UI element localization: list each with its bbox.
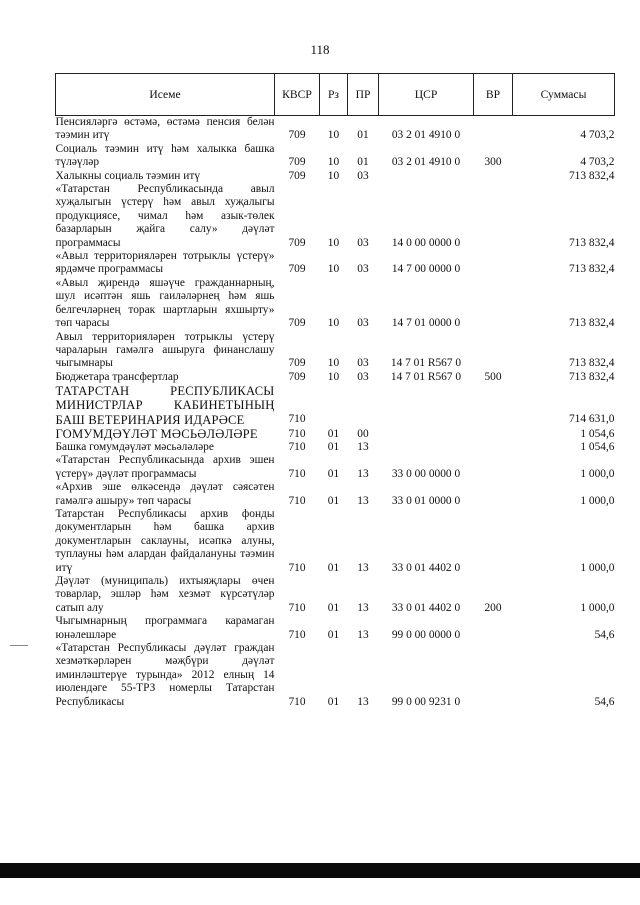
table-row [56,116,615,143]
table-row [56,508,615,575]
cell-kvsr: 710 [288,494,306,507]
page-number: 118 [310,42,330,57]
cell-kvsr: 710 [288,467,306,480]
cell-sum: 713 832,4 [568,370,615,383]
cell-vr [474,642,513,709]
header-vr: ВР [474,74,513,116]
cell-sum: 54,6 [594,628,615,641]
cell-vr [474,116,513,143]
cell-rz: 10 [327,370,340,383]
cell-tsr: 14 7 01 R567 0 [390,370,462,383]
cell-vr [474,508,513,575]
cell-kvsr: 710 [288,413,306,426]
table-body [56,116,615,710]
cell-pr: 03 [357,169,369,182]
cell-rz: 10 [327,129,340,142]
cell-pr: 00 [357,427,369,440]
cell-name: «Татарстан Республикасында архив эшен үстерү» дәүләт программасы [55,454,275,480]
table-row [56,454,615,481]
cell-vr: 300 [484,156,502,169]
cell-kvsr: 710 [288,440,306,453]
cell-name: Бюджетара трансфертлар [55,370,179,383]
cell-rz: 01 [327,440,340,453]
cell-sum: 1 054,6 [580,427,615,440]
cell-name: Социаль тәэмин итү һәм халыкка башка түләүләр [55,142,275,169]
table-row [56,575,615,615]
cell-vr: 500 [484,370,502,383]
cell-pr: 03 [357,357,369,370]
cell-vr: 200 [484,601,502,614]
cell-name: Халыкны социаль тәэмин итү [55,169,201,182]
cell-tsr: 03 2 01 4910 0 [391,156,461,169]
cell-kvsr: 710 [288,601,306,614]
cell-name: Авыл территорияләрен тотрыклы үстерү чараларын гамәлгә ашыруга финанслашу чыгымнары [55,330,275,370]
cell-pr: 13 [357,440,369,453]
cell-name: Пенсияләргә өстәмә, өстәмә пенсия белән тәэмин итү [55,116,275,142]
table-row [56,277,615,331]
cell-vr [474,250,513,277]
cell-rz: 01 [327,628,340,641]
cell-sum: 1 000,0 [580,601,615,614]
cell-vr [474,183,513,250]
header-rz: Рз [320,74,348,116]
cell-pr: 01 [357,129,369,142]
cell-pr: 13 [357,601,369,614]
cell-tsr [379,441,474,454]
cell-pr: 13 [357,467,369,480]
cell-kvsr: 709 [288,129,306,142]
cell-name: «Авыл җирендә яшәүче гражданнарның, шул исәптән яшь гаиләләрнең һәм яшь белгечләрнең торак шартларын яхшырту» төп чарасы [55,276,275,330]
cell-sum: 713 832,4 [568,317,615,330]
cell-sum: 713 832,4 [568,357,615,370]
cell-sum: 713 832,4 [568,169,615,182]
cell-rz: 01 [327,467,340,480]
cell-sum: 4 703,2 [580,156,615,169]
cell-kvsr: 709 [288,169,306,182]
cell-tsr: 99 0 00 9231 0 [391,695,461,708]
cell-pr: 03 [357,370,369,383]
cell-tsr: 14 7 01 0000 0 [391,317,461,330]
table-row [56,427,615,441]
cell-name: «Авыл территорияләрен тотрыклы үстерү» ярдәмче программасы [55,250,275,276]
cell-vr [474,277,513,331]
cell-tsr [379,427,474,441]
cell-rz: 01 [327,561,340,574]
cell-kvsr: 709 [288,317,306,330]
cell-name: Дәүләт (муниципаль) ихтыяҗлары өчен товарлар, эшләр һәм хезмәт күрсәтүләр сатып алу [55,575,275,614]
cell-sum: 1 000,0 [580,561,615,574]
cell-kvsr: 709 [288,357,306,370]
cell-pr: 03 [357,236,369,249]
cell-rz: 10 [327,236,340,249]
table-row [56,481,615,508]
cell-sum: 54,6 [594,695,615,708]
cell-vr [474,427,513,441]
cell-tsr: 03 2 01 4910 0 [391,129,461,142]
cell-tsr: 33 0 00 0000 0 [391,467,461,480]
cell-rz: 10 [327,317,340,330]
cell-vr [474,481,513,508]
cell-sum: 713 832,4 [568,236,615,249]
cell-pr: 01 [357,156,369,169]
cell-tsr: 14 0 00 0000 0 [391,236,461,249]
cell-vr [474,331,513,371]
cell-sum: 713 832,4 [568,263,615,276]
cell-name: «Татарстан Республикасы дәүләт граждан хезмәткәрләрен мәҗбүри дәүләт иминләштерүе турында» 2012 елның 14 июлендәге 55-ТРЗ номерлы Татарстан Республикасы [55,642,275,708]
header-kvsr: КВСР [275,74,320,116]
cell-kvsr: 710 [288,695,306,708]
table-row [56,642,615,709]
cell-rz: 10 [327,263,340,276]
cell-vr [474,170,513,183]
cell-rz: 01 [327,427,340,440]
cell-rz: 10 [327,156,340,169]
cell-tsr: 14 7 00 0000 0 [391,263,461,276]
cell-kvsr: 710 [288,628,306,641]
cell-sum: 4 703,2 [580,129,615,142]
cell-rz: 10 [327,169,340,182]
cell-tsr [379,384,474,427]
table-row [56,143,615,170]
cell-sum: 1 054,6 [580,440,615,453]
cell-vr [474,615,513,642]
cell-pr: 03 [357,263,369,276]
cell-sum: 1 000,0 [580,494,615,507]
cell-rz: 01 [327,601,340,614]
table-row [56,441,615,454]
cell-pr [348,384,379,427]
header-pr: ПР [348,74,379,116]
scan-bottom-bar [0,863,640,878]
cell-tsr: 33 0 01 4402 0 [391,561,461,574]
cell-kvsr: 709 [288,236,306,249]
cell-kvsr: 709 [288,370,306,383]
cell-name: Татарстан Республикасы архив фонды документларын һәм башка архив документларын саклауны, исәпкә алуны, туплауны һәм алардан файдалануны тәэмин итү [55,507,275,574]
cell-pr: 03 [357,317,369,330]
cell-kvsr: 710 [288,561,306,574]
cell-tsr: 33 0 01 4402 0 [391,601,461,614]
table-row [56,371,615,384]
table-row [56,250,615,277]
cell-name: «Татарстан Республикасында авыл хуҗалыгын үстерү һәм авыл хуҗалыгы продукциясе, чимал һәм азык-төлек базарларын җайга салу» дәүләт программасы [55,183,275,249]
cell-sum: 1 000,0 [580,467,615,480]
table-row [56,170,615,183]
cell-pr: 13 [357,695,369,708]
cell-kvsr: 709 [288,263,306,276]
table-row [56,384,615,427]
cell-name: ТАТАРСТАН РЕСПУБЛИКАСЫ МИНИСТРЛАР КАБИНЕТЫНЫҢ БАШ ВЕТЕРИНАРИЯ ИДАРӘСЕ [55,384,275,427]
cell-rz: 01 [327,494,340,507]
table-row [56,331,615,371]
budget-table [55,73,615,709]
cell-name: ГОМУМДӘҮЛӘТ МӘСЬӘЛӘЛӘРЕ [55,426,258,441]
header-tsr: ЦСР [379,74,474,116]
cell-name: «Архив эше өлкәсендә дәүләт сәясәтен гамәлгә ашыру» төп чарасы [55,481,275,507]
header-name: Исеме [56,74,275,116]
cell-tsr: 99 0 00 0000 0 [391,628,461,641]
cell-pr: 13 [357,494,369,507]
cell-sum: 714 631,0 [568,413,615,426]
cell-pr: 13 [357,628,369,641]
table-row [56,183,615,250]
table-row [56,615,615,642]
cell-name: Башка гомумдәүләт мәсьәләләре [55,440,214,453]
cell-vr [474,454,513,481]
cell-tsr [379,170,474,183]
cell-name: Чыгымнарның программага карамаган юнәлешләре [55,615,275,641]
cell-tsr: 14 7 01 R567 0 [390,357,462,370]
table-header-row [56,74,615,116]
margin-mark [10,645,28,646]
header-sum: Суммасы [513,74,615,116]
cell-tsr: 33 0 01 0000 0 [391,494,461,507]
cell-vr [474,441,513,454]
cell-vr [474,384,513,427]
cell-pr: 13 [357,561,369,574]
cell-rz: 01 [327,695,340,708]
cell-kvsr: 709 [288,156,306,169]
cell-kvsr: 710 [288,427,306,440]
cell-rz: 10 [327,357,340,370]
cell-rz [320,384,348,427]
